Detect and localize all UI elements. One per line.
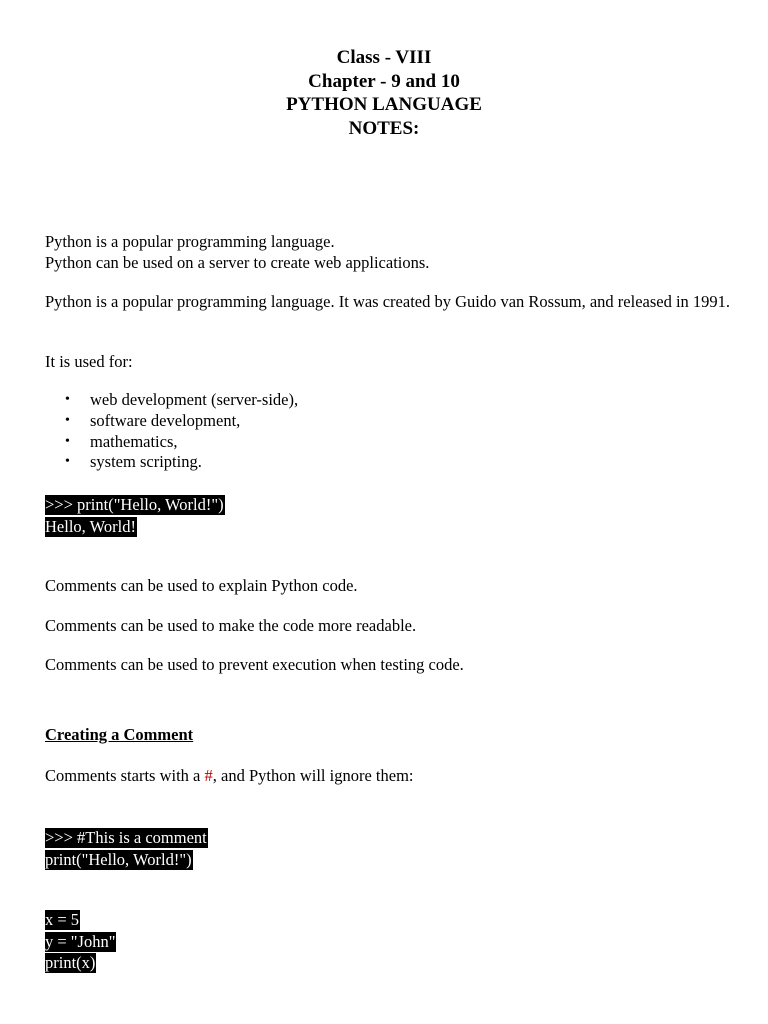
used-for-label: It is used for: [45,352,133,371]
code-line: >>> print("Hello, World!") [45,495,224,514]
chapter-title: Chapter - 9 and 10 [308,70,460,92]
code-block-comment [45,827,208,870]
notes-title: NOTES: [348,117,420,139]
intro-line-1: Python is a popular programming language. [45,232,335,251]
used-for-label-block [45,351,735,372]
uses-list [45,390,298,473]
class-title: Class - VIII [336,47,432,68]
comment-readable-text: Comments can be used to make the code more readable. [45,616,417,635]
subject-title: PYTHON LANGUAGE [286,94,482,115]
comment-prevent-text: Comments can be used to prevent execution when testing code. [45,655,464,674]
comment-prevent-block [45,654,735,675]
list-item: • web development (server-side), [65,390,299,409]
list-item: • mathematics, [65,431,178,451]
intro-lines [45,231,735,273]
code-block-variables [45,909,116,974]
code-line: print("Hello, World!") [45,849,192,869]
code-line: >>> #This is a comment [45,828,207,847]
hash-symbol: # [204,766,213,785]
comment-explain-block [45,575,735,596]
comment-explain-text: Comments can be used to explain Python code. [45,576,358,595]
python-history-text: Python is a popular programming language. It was created by Guido van Rossum, and released in 1991. [45,292,731,311]
list-item: • system scripting. [65,452,202,472]
comment-readable-block [45,615,735,636]
intro-line-2: Python can be used on a server to create web applications. [45,253,430,272]
code-block-hello [45,494,225,537]
comment-syntax-text: Comments starts with a #, and Python will ignore them: [45,766,414,785]
code-output-line: Hello, World! [45,516,136,536]
bullet-icon: • [65,412,70,428]
list-item: • software development, [65,410,241,430]
code-line: print(x) [45,953,96,972]
code-line: y = "John" [45,931,116,951]
code-line: x = 5 [45,910,80,929]
section-heading: Creating a Comment [45,725,194,744]
bullet-icon: • [65,392,70,407]
bullet-icon: • [65,433,70,449]
bullet-icon: • [65,454,70,470]
document-header [0,46,768,140]
intro-paragraph [45,291,735,312]
comment-syntax-block [45,765,735,786]
